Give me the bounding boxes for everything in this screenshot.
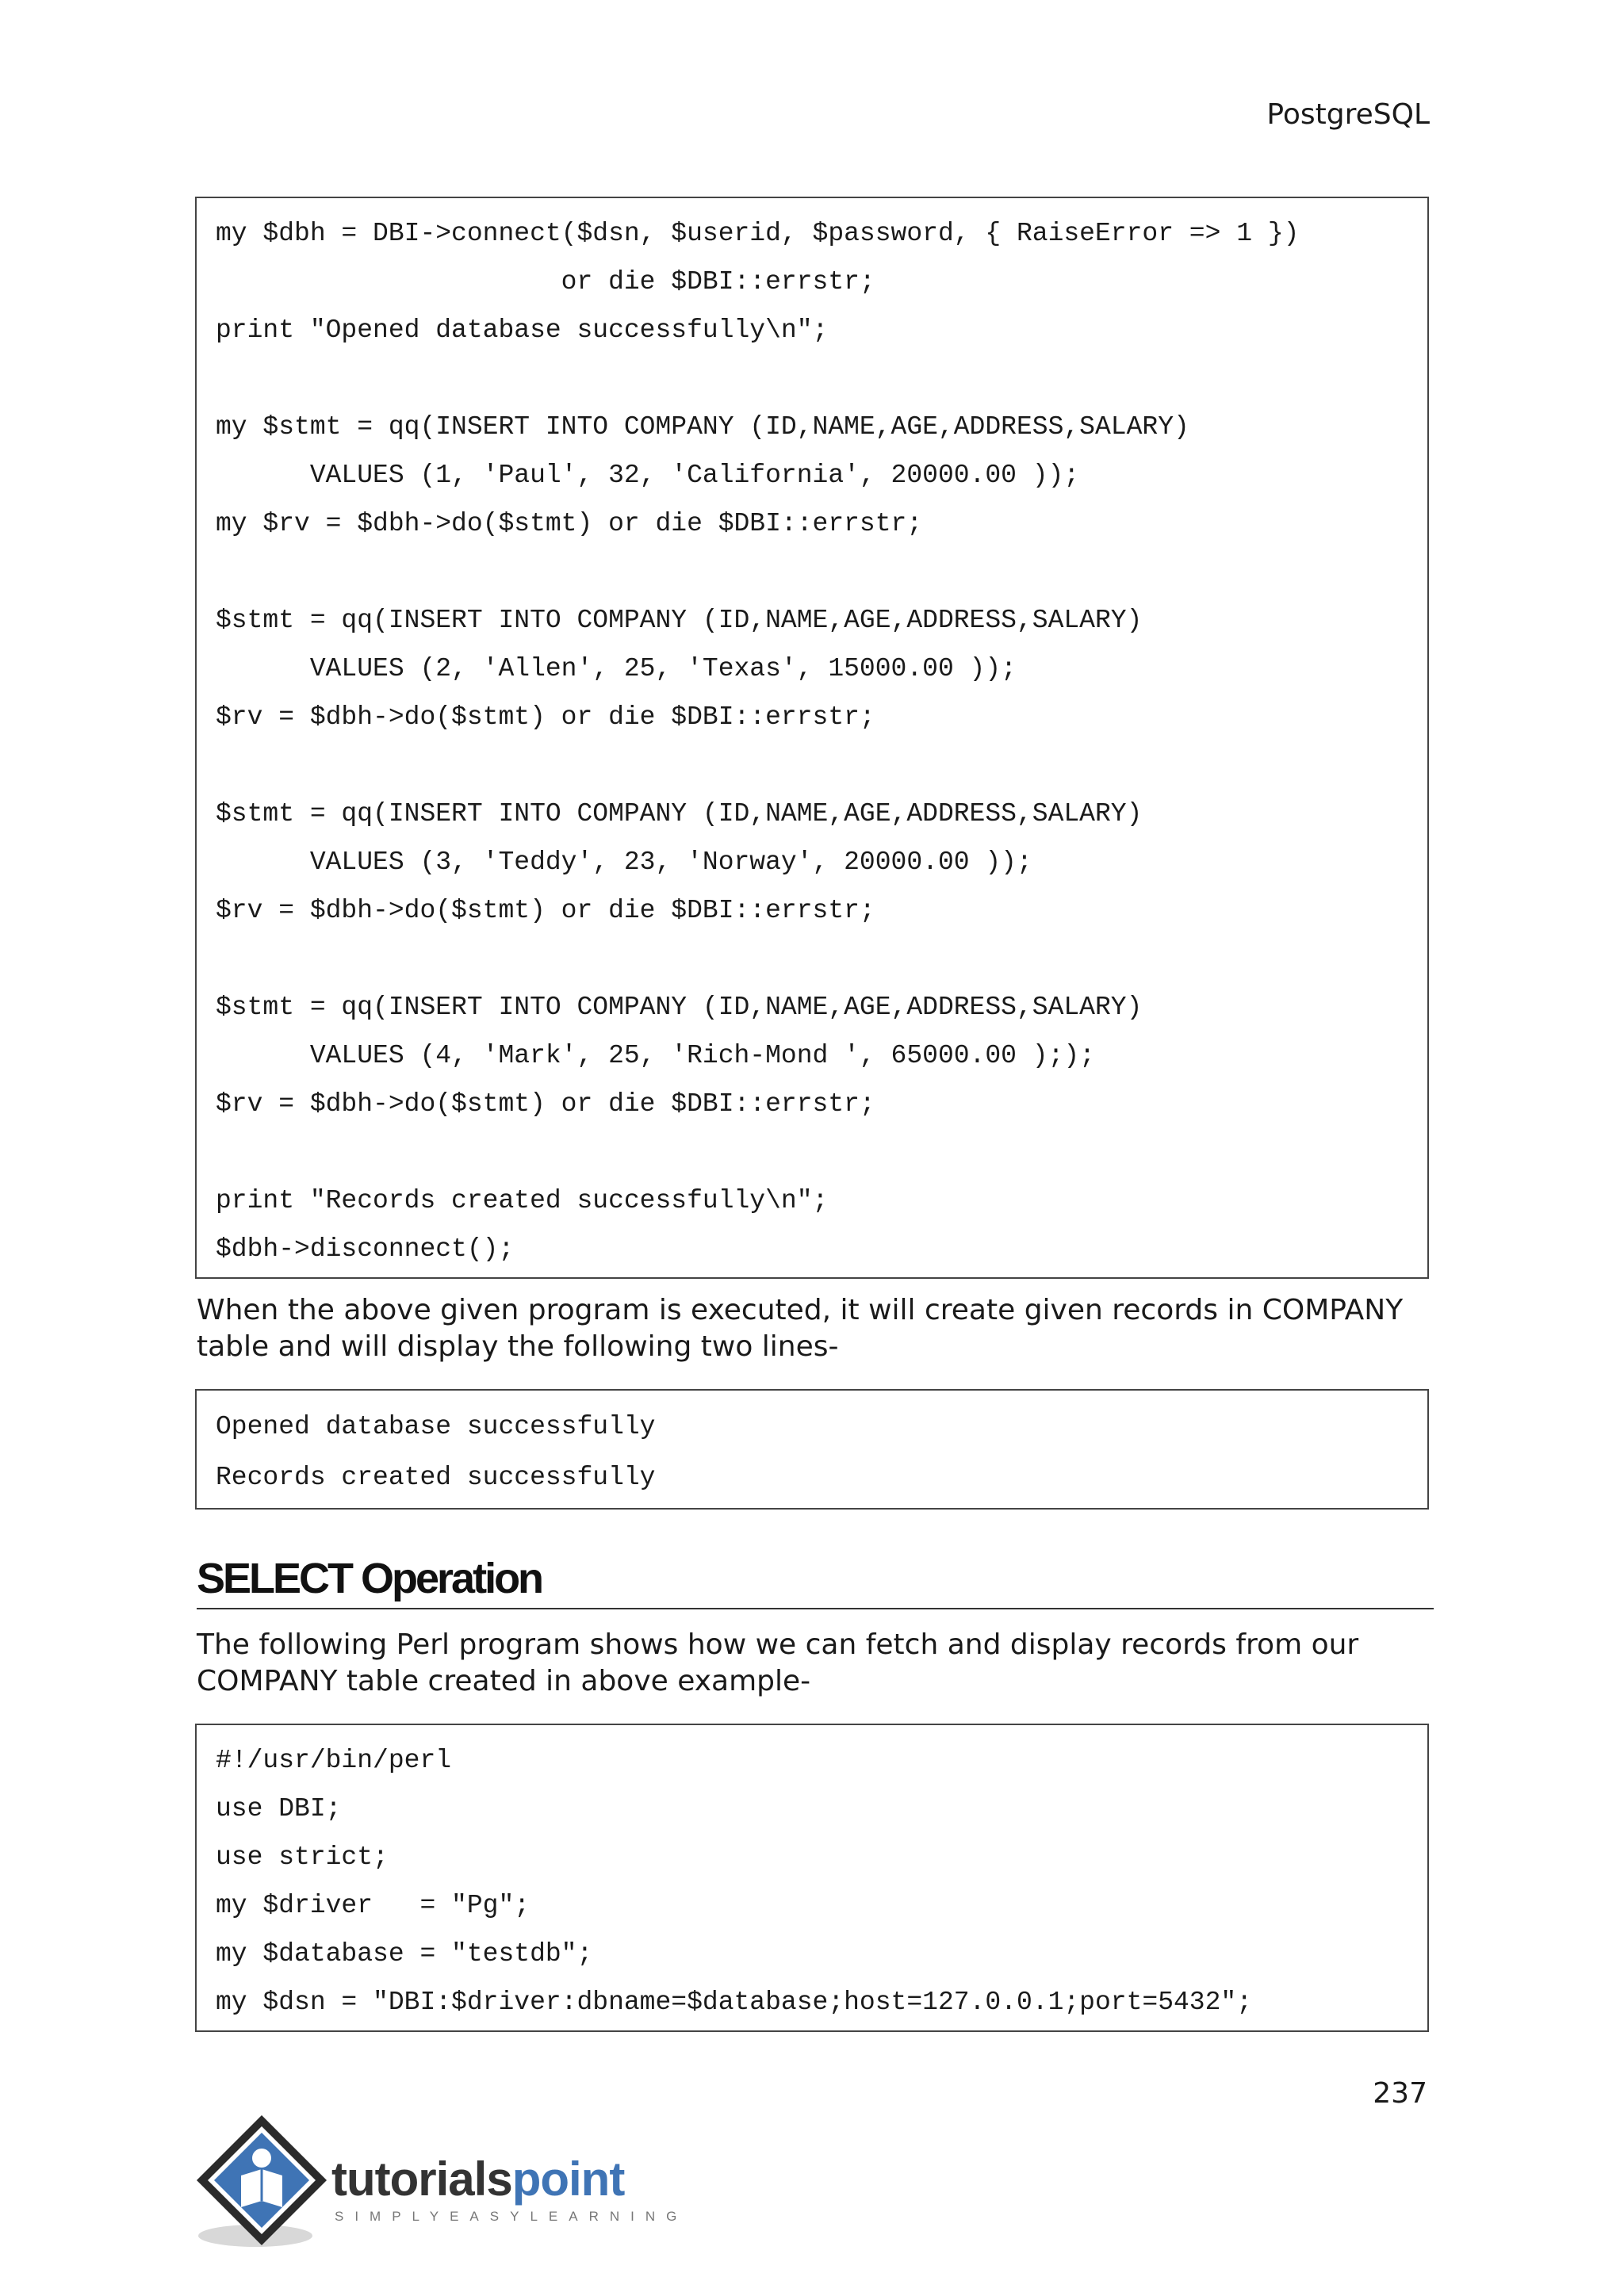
code-line	[216, 354, 1427, 403]
code-block-output	[195, 1389, 1429, 1510]
code-line	[216, 741, 1427, 790]
logo-emblem-icon	[190, 2109, 333, 2252]
code-line: $stmt = qq(INSERT INTO COMPANY (ID,NAME,AGE,ADDRESS,SALARY)	[216, 799, 1143, 828]
code-line: #!/usr/bin/perl	[216, 1746, 452, 1775]
code-line: my $dsn = "DBI:$driver:dbname=$database;host=127.0.0.1;port=5432";	[216, 1988, 1253, 2017]
code-line: VALUES (4, 'Mark', 25, 'Rich-Mond ', 65000.00 ););	[216, 1041, 1095, 1070]
paragraph-execution-result: When the above given program is executed, it will create given records in COMPANY table and will display the following two lines-	[197, 1294, 1404, 1363]
code-line: print "Records created successfully\n";	[216, 1186, 829, 1215]
tutorialspoint-logo	[190, 2109, 688, 2252]
code-line: use strict;	[216, 1843, 389, 1872]
code-line: $rv = $dbh->do($stmt) or die $DBI::errstr;	[216, 702, 875, 732]
code-line: $dbh->disconnect();	[216, 1234, 515, 1264]
code-line: VALUES (3, 'Teddy', 23, 'Norway', 20000.00 ));	[216, 848, 1032, 877]
code-line: $rv = $dbh->do($stmt) or die $DBI::errstr;	[216, 896, 875, 925]
code-line: my $database = "testdb";	[216, 1939, 593, 1969]
code-line: VALUES (1, 'Paul', 32, 'California', 20000.00 ));	[216, 461, 1080, 490]
code-line: my $driver = "Pg";	[216, 1891, 530, 1920]
code-line: or die $DBI::errstr;	[216, 267, 875, 297]
page-number: 237	[1373, 2077, 1427, 2110]
code-line	[216, 935, 1427, 983]
code-line: my $stmt = qq(INSERT INTO COMPANY (ID,NAME,AGE,ADDRESS,SALARY)	[216, 412, 1189, 442]
logo-wordmark: tutorialspoint	[331, 2152, 625, 2206]
page-header: PostgreSQL	[1266, 98, 1430, 131]
logo-tagline: SIMPLYEASYLEARNING	[335, 2209, 688, 2224]
section-title: SELECT Operation	[197, 1554, 1434, 1609]
paragraph-select-intro: The following Perl program shows how we can fetch and display records from our COMPANY table created in above example-	[197, 1628, 1359, 1697]
code-line: $rv = $dbh->do($stmt) or die $DBI::errstr;	[216, 1089, 875, 1119]
code-line: $stmt = qq(INSERT INTO COMPANY (ID,NAME,AGE,ADDRESS,SALARY)	[216, 993, 1143, 1022]
code-line: $stmt = qq(INSERT INTO COMPANY (ID,NAME,AGE,ADDRESS,SALARY)	[216, 606, 1143, 635]
code-line: VALUES (2, 'Allen', 25, 'Texas', 15000.00 ));	[216, 654, 1017, 683]
code-line: Records created successfully	[216, 1463, 656, 1492]
code-line: my $dbh = DBI->connect($dsn, $userid, $password, { RaiseError => 1 })	[216, 219, 1300, 248]
code-block-insert-records	[195, 197, 1429, 1279]
code-line	[216, 1128, 1427, 1177]
code-block-select	[195, 1724, 1429, 2032]
code-line: my $rv = $dbh->do($stmt) or die $DBI::errstr;	[216, 509, 923, 538]
code-line	[216, 548, 1427, 596]
code-line: use DBI;	[216, 1794, 342, 1823]
code-line: print "Opened database successfully\n";	[216, 316, 829, 345]
code-line: Opened database successfully	[216, 1412, 656, 1441]
